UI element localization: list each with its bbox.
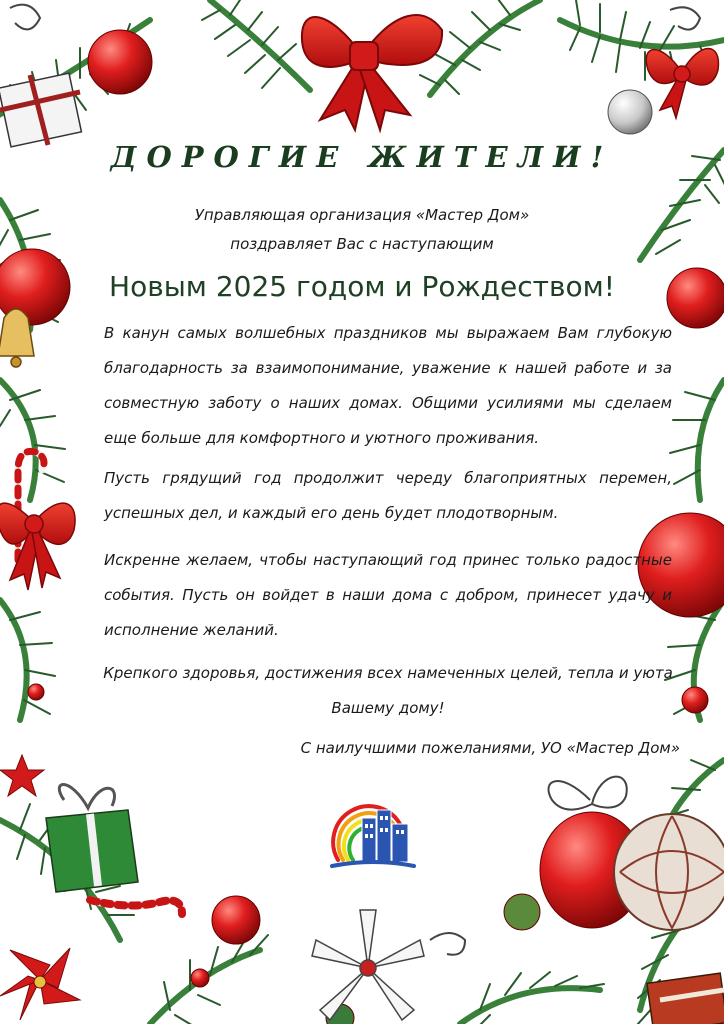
- paragraph-new-year: Пусть грядущий год продолжит череду благоприятных перемен, успешных дел, и каждый его день будет плодотворным.: [104, 469, 672, 522]
- greeting-headline: Новым 2025 годом и Рождеством!: [109, 270, 615, 303]
- letter-title: ДОРОГИЕ ЖИТЕЛИ!: [110, 140, 614, 174]
- signature: С наилучшими пожеланиями, УО «Мастер Дом»: [300, 739, 680, 757]
- rainbow-buildings-logo-icon: [330, 796, 416, 874]
- health-wish: Крепкого здоровья, достижения всех намеченных целей, тепла и уюта Вашему дому!: [103, 664, 673, 717]
- paragraph-gratitude: В канун самых волшебных праздников мы выражаем Вам глубокую благодарность за взаимопонимание, уважение к нашей работе и за совместную заботу о наших домах. Общими усилиями мы сделаем еще больше для комфортного и уютного проживания.: [104, 324, 672, 447]
- intro-line-2: поздравляет Вас с наступающим: [230, 235, 494, 253]
- intro-line-1: Управляющая организация «Мастер Дом»: [194, 206, 530, 224]
- paragraph-wishes: Искренне желаем, чтобы наступающий год принес только радостные события. Пусть он войдет в наши дома с добром, принесет удачу и исполнение желаний.: [104, 551, 672, 639]
